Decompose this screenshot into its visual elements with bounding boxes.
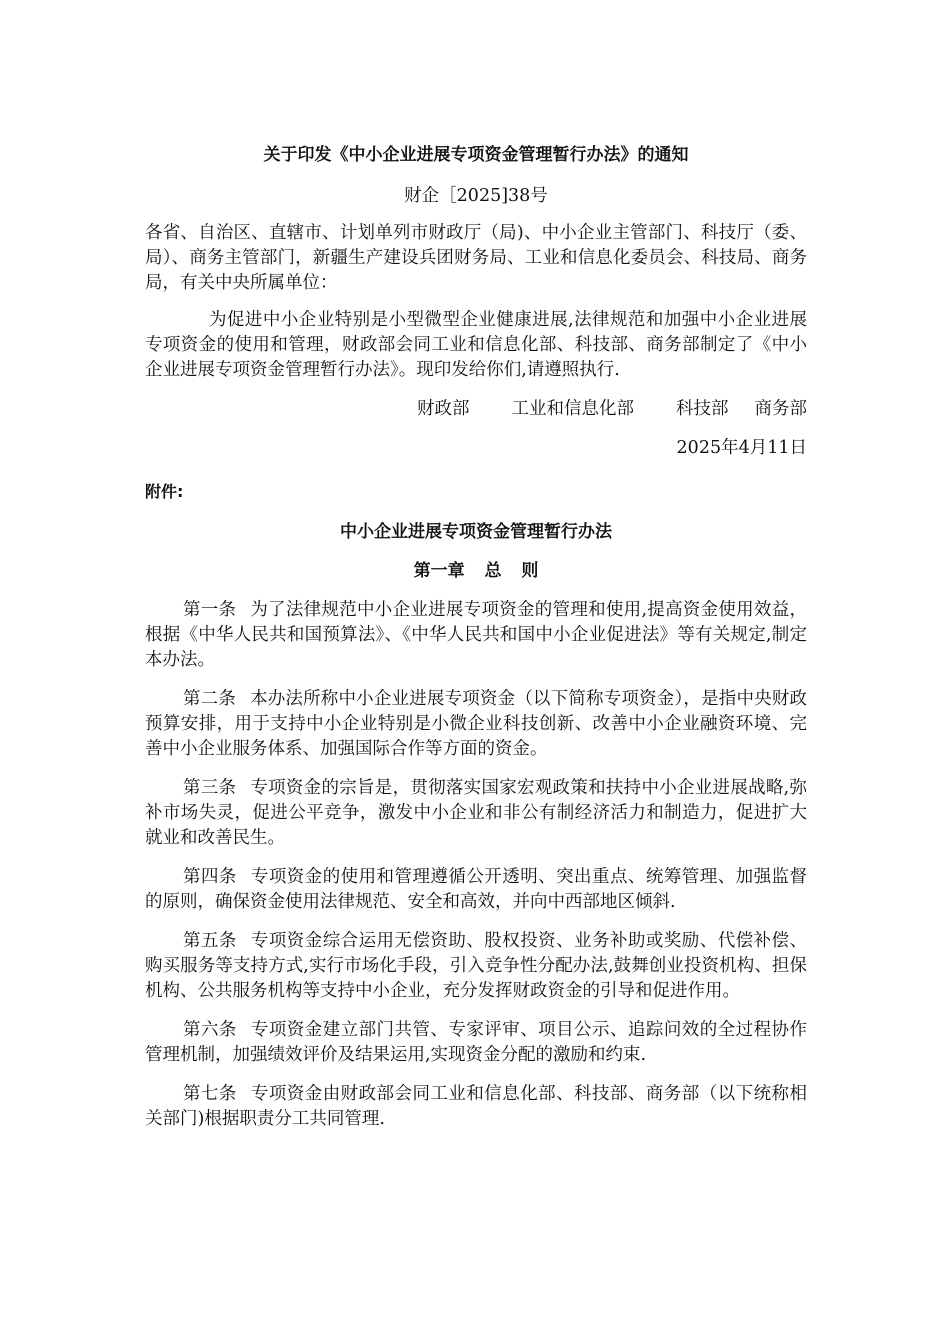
- signer-mofcom: 商务部: [754, 399, 807, 419]
- article-number: 第二条: [183, 689, 237, 709]
- article-text: 本办法所称中小企业进展专项资金（以下简称专项资金），是指中央财政预算安排，用于支持中小企业特别是小微企业科技创新、改善中小企业融资环境、完善中小企业服务体系、加强国际合作等方面的资金。: [145, 689, 808, 759]
- addressee-paragraph: 各省、自治区、直辖市、计划单列市财政厅（局)、中小企业主管部门、科技厅（委、局）、商务主管部门，新疆生产建设兵团财务局、工业和信息化委员会、科技局、商务局，有关中央所属单位：: [145, 223, 807, 293]
- signers-line: [145, 397, 807, 422]
- notice-body-paragraph: 为促进中小企业特别是小型微型企业健康进展,法律规范和加强中小企业进展专项资金的使用和管理，财政部会同工业和信息化部、科技部、商务部制定了《中小企业进展专项资金管理暂行办法》。现印发给你们,请遵照执行.: [145, 310, 807, 380]
- article-number: 第六条: [183, 1020, 237, 1040]
- article-6: [145, 1018, 807, 1068]
- article-text: 专项资金由财政部会同工业和信息化部、科技部、商务部（以下统称相关部门)根据职责分工共同管理.: [145, 1084, 808, 1129]
- document-page: [145, 140, 807, 1132]
- notice-title: 关于印发《中小企业进展专项资金管理暂行办法》的通知: [263, 145, 689, 165]
- signer-mof: 财政部: [417, 399, 470, 419]
- document-number: 财企［2025]38号: [404, 186, 548, 206]
- article-text: 专项资金的宗旨是，贯彻落实国家宏观政策和扶持中小企业进展战略,弥补市场失灵，促进公平竞争，激发中小企业和非公有制经济活力和制造力，促进扩大就业和改善民生。: [145, 778, 808, 848]
- article-text: 专项资金综合运用无偿资助、股权投资、业务补助或奖励、代偿补偿、购买服务等支持方式,实行市场化手段，引入竞争性分配办法,鼓舞创业投资机构、担保机构、公共服务机构等支持中小企业，充分发挥财政资金的引导和促进作用。: [145, 931, 808, 1001]
- article-1: [145, 598, 807, 673]
- article-number: 第五条: [183, 931, 237, 951]
- article-5: [145, 929, 807, 1004]
- signer-miit: 工业和信息化部: [511, 399, 634, 419]
- article-text: 专项资金的使用和管理遵循公开透明、突出重点、统筹管理、加强监督的原则，确保资金使用法律规范、安全和高效，并向中西部地区倾斜.: [145, 867, 808, 912]
- article-3: [145, 776, 807, 851]
- article-text: 为了法律规范中小企业进展专项资金的管理和使用,提高资金使用效益，根据《中华人民共和国预算法》、《中华人民共和国中小企业促进法》等有关规定,制定本办法。: [145, 600, 808, 670]
- article-number: 第一条: [183, 600, 237, 620]
- article-7: [145, 1082, 807, 1132]
- article-2: [145, 687, 807, 762]
- article-number: 第三条: [183, 778, 237, 798]
- notice-date: 2025年4月11日: [676, 438, 807, 458]
- article-number: 第七条: [183, 1084, 237, 1104]
- article-text: 专项资金建立部门共管、专家评审、项目公示、追踪问效的全过程协作管理机制，加强绩效评价及结果运用,实现资金分配的激励和约束.: [145, 1020, 808, 1065]
- signer-most: 科技部: [676, 399, 729, 419]
- article-4: [145, 865, 807, 915]
- article-number: 第四条: [183, 867, 237, 887]
- attachment-title: 中小企业进展专项资金管理暂行办法: [340, 522, 612, 542]
- chapter-heading: 第一章 总 则: [413, 561, 539, 581]
- attachment-label: 附件:: [145, 482, 184, 501]
